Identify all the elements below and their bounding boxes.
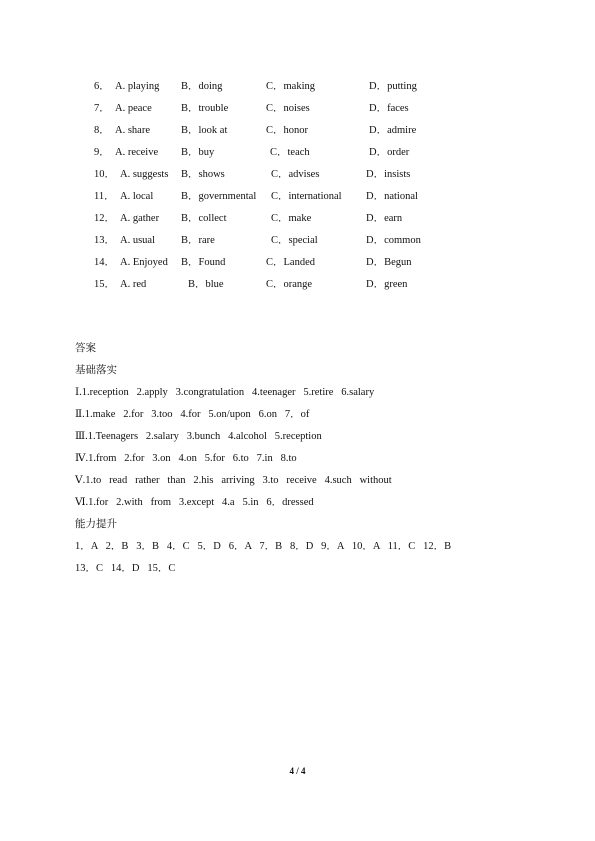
option-b: B．look at: [181, 125, 228, 136]
option-b: B．doing: [181, 81, 223, 92]
basics-line: Ⅰ.1.reception 2.apply 3.congratulation 4.teenager 5.retire 6.salary: [75, 387, 375, 398]
question-number: 6．: [94, 81, 110, 92]
option-c: C．making: [266, 81, 315, 92]
option-c: C．special: [271, 235, 318, 246]
option-b: B．trouble: [181, 103, 229, 114]
option-b: B．collect: [181, 213, 227, 224]
basics-line: Ⅴ.1.to read rather than 2.his arriving 3.to receive 4.such without: [75, 475, 392, 486]
page-number: 4 / 4: [289, 766, 306, 776]
basics-line: Ⅵ.1.for 2.with from 3.except 4.a 5.in 6．dressed: [75, 497, 314, 508]
question-number: 7．: [94, 103, 110, 114]
option-b: B．Found: [181, 257, 226, 268]
question-row: [0, 101, 595, 123]
option-c: C．honor: [266, 125, 308, 136]
option-d: D．admire: [369, 125, 417, 136]
ability-line: 13．C 14．D 15．C: [75, 563, 176, 574]
basics-line: Ⅳ.1.from 2.for 3.on 4.on 5.for 6.to 7.in 8.to: [75, 453, 297, 464]
option-a: A. local: [120, 191, 154, 202]
option-d: D．national: [366, 191, 418, 202]
option-a: A. share: [115, 125, 150, 136]
option-b: B．blue: [188, 279, 224, 290]
option-c: C．advises: [271, 169, 320, 180]
basics-line: Ⅲ.1.Teenagers 2.salary 3.bunch 4.alcohol 5.reception: [75, 431, 322, 442]
question-row: [0, 145, 595, 167]
option-d: D．insists: [366, 169, 411, 180]
option-a: A. gather: [120, 213, 160, 224]
option-a: A. peace: [115, 103, 152, 114]
option-b: B．buy: [181, 147, 215, 158]
question-number: 11．: [94, 191, 115, 202]
question-number: 14．: [94, 257, 115, 268]
question-number: 10．: [94, 169, 115, 180]
answers-heading: 答案: [75, 343, 96, 354]
option-b: B．shows: [181, 169, 225, 180]
ability-line: 1．A 2．B 3．B 4．C 5．D 6．A 7．B 8．D 9．A 10．A 11．C 12．B: [75, 541, 452, 552]
question-row: [0, 233, 595, 255]
question-row: [0, 255, 595, 277]
ability-heading: 能力提升: [75, 519, 117, 530]
option-c: C．orange: [266, 279, 313, 290]
option-d: D．green: [366, 279, 408, 290]
option-a: A. playing: [115, 81, 160, 92]
option-d: D．Begun: [366, 257, 412, 268]
question-list: [0, 79, 595, 299]
basics-heading: 基础落实: [75, 365, 117, 376]
option-c: C．Landed: [266, 257, 315, 268]
option-d: D．faces: [369, 103, 409, 114]
question-number: 9．: [94, 147, 110, 158]
option-a: A. suggests: [120, 169, 169, 180]
question-number: 12．: [94, 213, 115, 224]
question-row: [0, 167, 595, 189]
option-b: B．rare: [181, 235, 215, 246]
option-b: B．governmental: [181, 191, 257, 202]
option-d: D．earn: [366, 213, 403, 224]
option-a: A. red: [120, 279, 147, 290]
option-d: D．order: [369, 147, 410, 158]
option-c: C．noises: [266, 103, 310, 114]
option-d: D．putting: [369, 81, 417, 92]
question-number: 15．: [94, 279, 115, 290]
question-number: 13．: [94, 235, 115, 246]
option-c: C．teach: [270, 147, 310, 158]
question-number: 8．: [94, 125, 110, 136]
basics-line: Ⅱ.1.make 2.for 3.too 4.for 5.on/upon 6.on 7．of: [75, 409, 310, 420]
option-a: A. Enjoyed: [120, 257, 168, 268]
option-a: A. receive: [115, 147, 159, 158]
option-c: C．international: [271, 191, 342, 202]
answer-key: [75, 340, 555, 582]
question-row: [0, 189, 595, 211]
option-c: C．make: [271, 213, 312, 224]
question-row: [0, 123, 595, 145]
question-row: [0, 79, 595, 101]
question-row: [0, 277, 595, 299]
question-row: [0, 211, 595, 233]
option-d: D．common: [366, 235, 421, 246]
option-a: A. usual: [120, 235, 155, 246]
